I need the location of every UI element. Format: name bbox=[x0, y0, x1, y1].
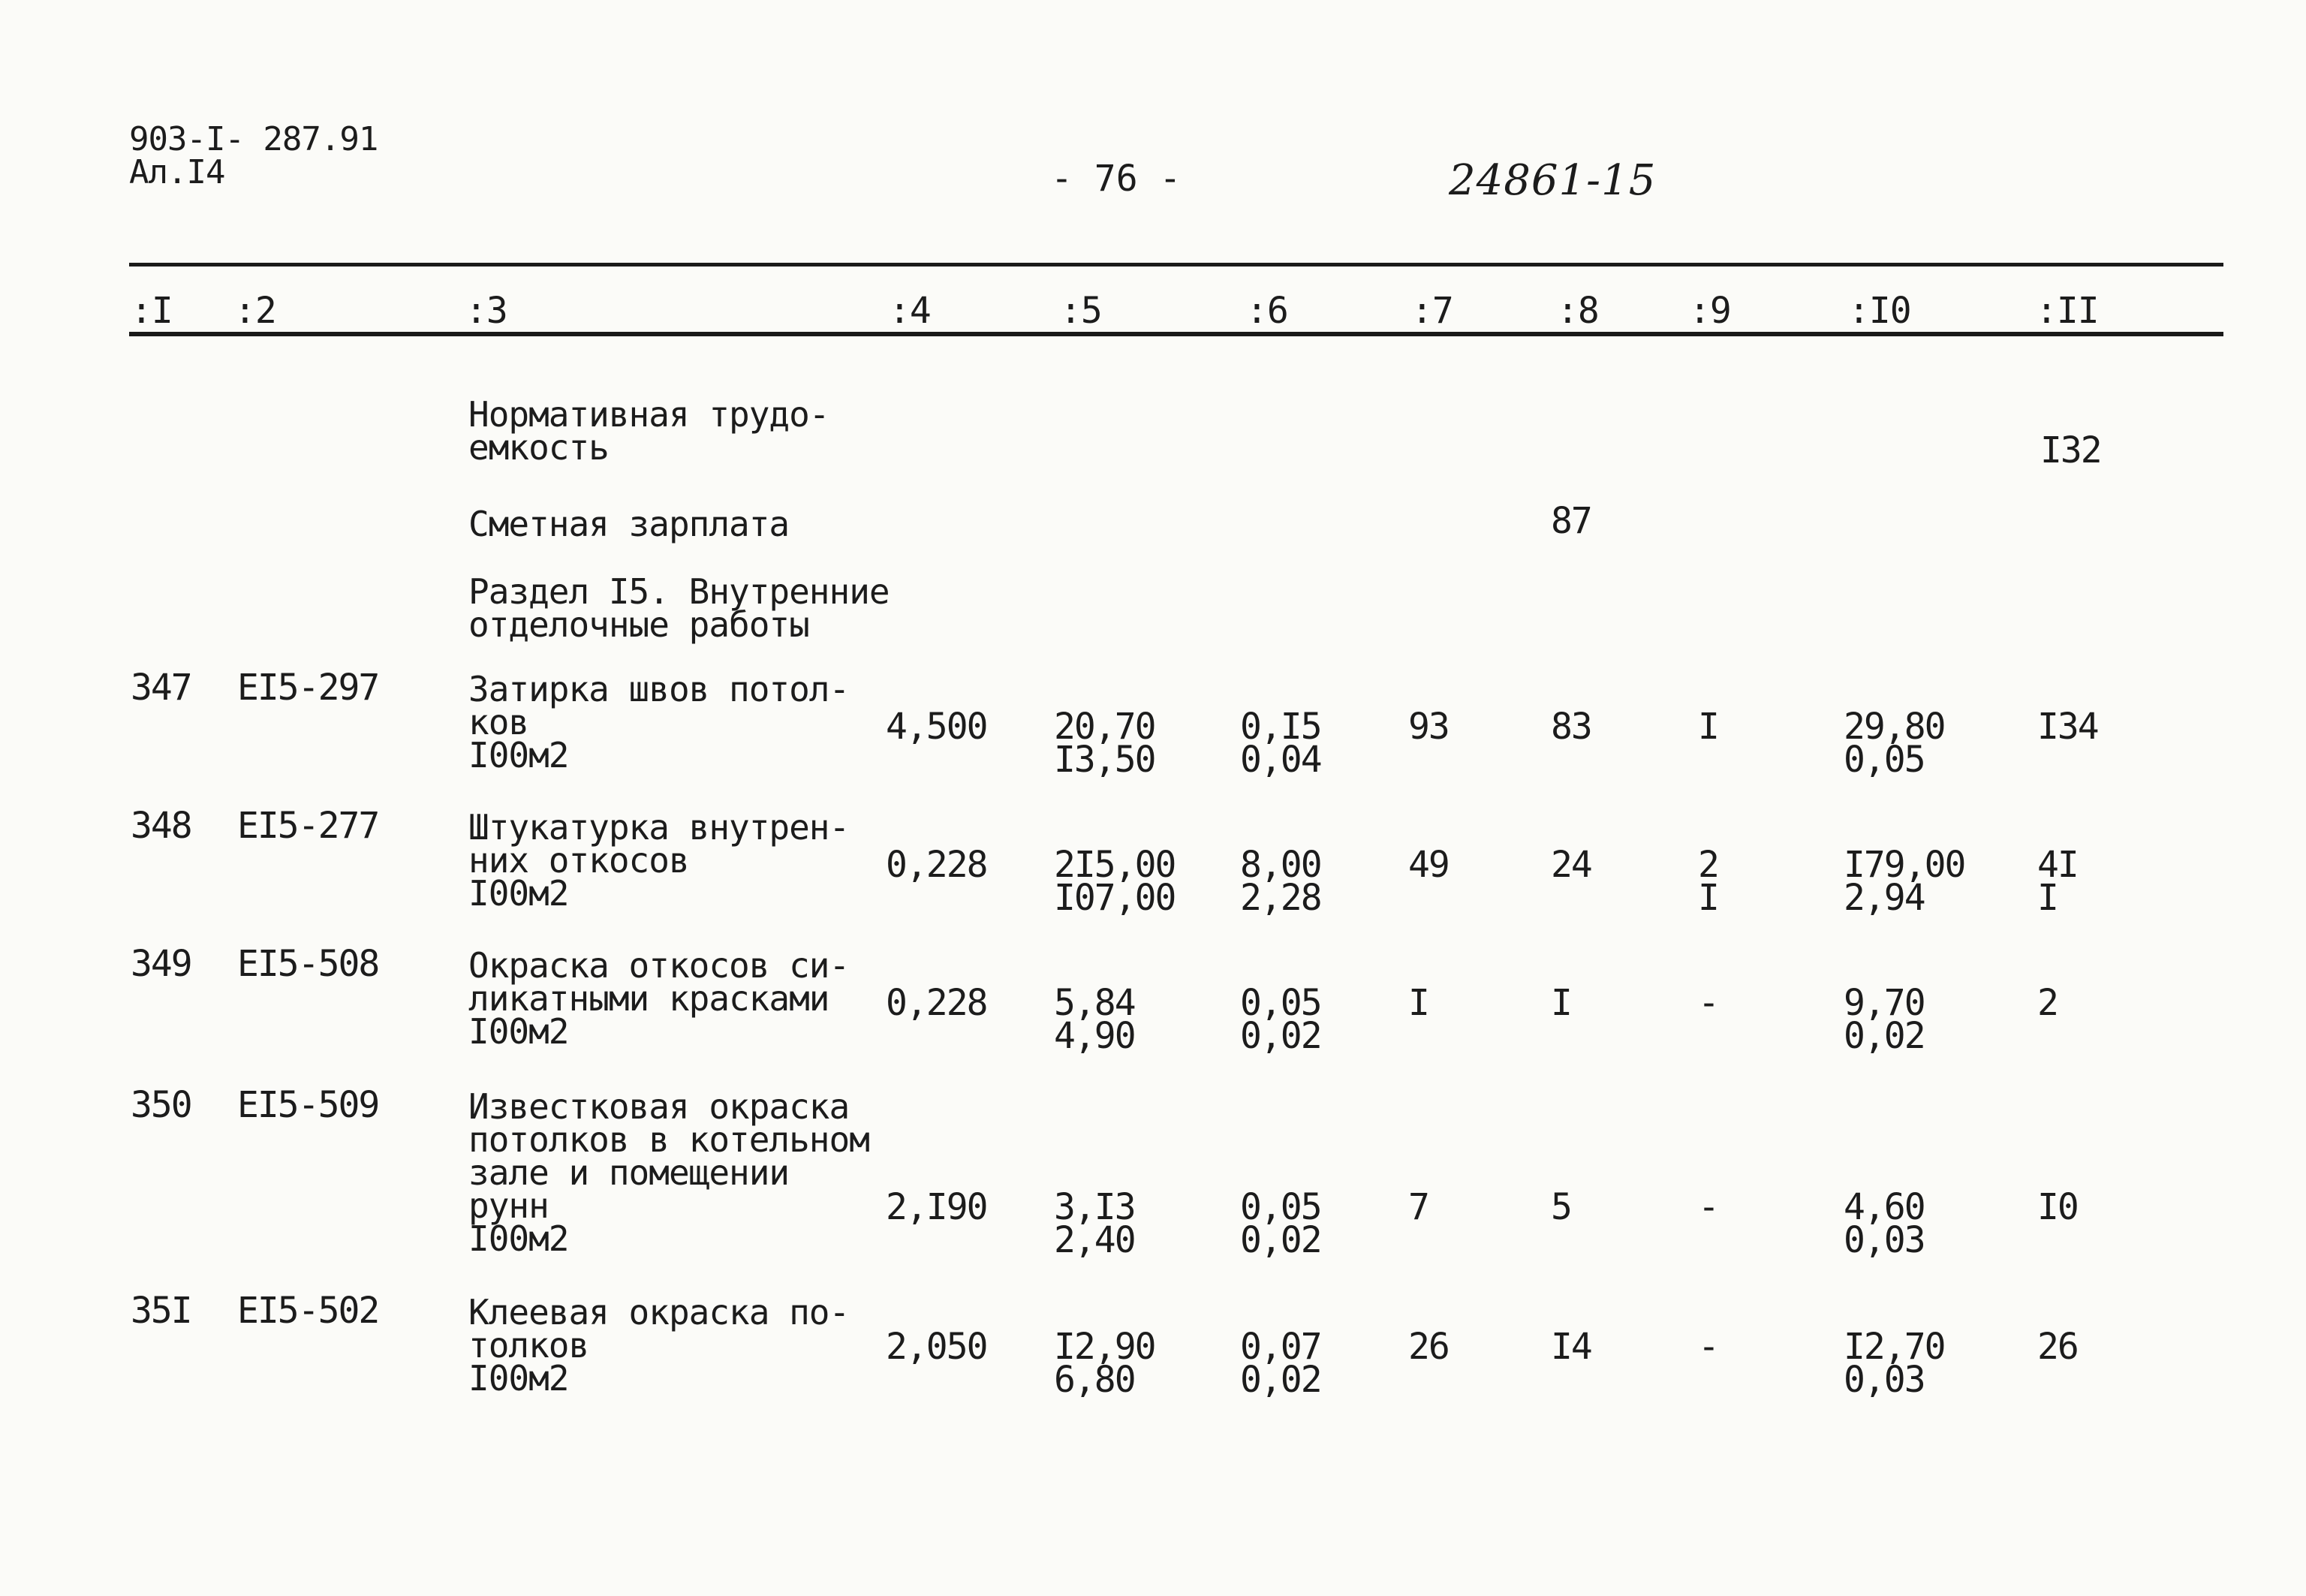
row-code: EI5-509 bbox=[237, 1084, 379, 1126]
section-title: Раздел I5. Внутренние отделочные работы bbox=[468, 571, 890, 645]
row-col11: 26 bbox=[2037, 1326, 2078, 1368]
row-col7: 49 bbox=[1408, 844, 1449, 886]
row-number: 348 bbox=[131, 805, 191, 847]
row-quantity: 2,I90 bbox=[886, 1186, 987, 1228]
row-description: Клеевая окраска по- толков I00м2 bbox=[468, 1292, 850, 1399]
row-col9: - bbox=[1698, 982, 1718, 1024]
row-col10: 9,70 0,02 bbox=[1844, 982, 1925, 1057]
document-code: 903-I- 287.91 bbox=[129, 120, 378, 158]
column-header-1: :I bbox=[131, 290, 173, 332]
album-number: Ал.I4 bbox=[129, 153, 225, 191]
column-header-3: :3 bbox=[465, 290, 507, 332]
row-col11: 4I I bbox=[2037, 844, 2078, 919]
table-header-rule bbox=[129, 332, 2223, 336]
row-col11: I0 bbox=[2037, 1186, 2078, 1228]
row-quantity: 4,500 bbox=[886, 706, 987, 748]
row-description: Окраска откосов си- ликатными красками I00м2 bbox=[468, 945, 850, 1052]
row-col7: 93 bbox=[1408, 706, 1449, 748]
row-col8: 5 bbox=[1551, 1186, 1571, 1228]
row-col9: 2 I bbox=[1698, 844, 1718, 919]
row-quantity: 0,228 bbox=[886, 844, 987, 886]
row-col6: 0,05 0,02 bbox=[1240, 982, 1321, 1057]
row-col8: I4 bbox=[1551, 1326, 1591, 1368]
row-col8: 24 bbox=[1551, 844, 1591, 886]
column-header-7: :7 bbox=[1411, 290, 1453, 332]
row-col9: - bbox=[1698, 1326, 1718, 1368]
row-description: Известковая окраска потолков в котельном зале и помещении рунн I00м2 bbox=[468, 1086, 869, 1259]
column-header-11: :II bbox=[2036, 290, 2099, 332]
row-col6: 0,05 0,02 bbox=[1240, 1186, 1321, 1261]
row-quantity: 0,228 bbox=[886, 982, 987, 1024]
row-col6: 0,07 0,02 bbox=[1240, 1326, 1321, 1401]
column-header-10: :I0 bbox=[1848, 290, 1911, 332]
row-col7: I bbox=[1408, 982, 1428, 1024]
row-col10: 29,80 0,05 bbox=[1844, 706, 1945, 781]
column-header-4: :4 bbox=[889, 290, 931, 332]
row-col8: I bbox=[1551, 982, 1571, 1024]
estimated-wage-label: Сметная зарплата bbox=[468, 504, 790, 544]
row-code: EI5-297 bbox=[237, 667, 379, 709]
estimated-wage-value: 87 bbox=[1551, 500, 1591, 542]
row-col11: 2 bbox=[2037, 982, 2058, 1024]
page-number: - 76 - bbox=[1051, 158, 1182, 200]
row-col5: 20,70 I3,50 bbox=[1054, 706, 1155, 781]
column-header-8: :8 bbox=[1557, 290, 1599, 332]
row-col10: I2,70 0,03 bbox=[1844, 1326, 1945, 1401]
row-col5: 5,84 4,90 bbox=[1054, 982, 1135, 1057]
row-col10: I79,00 2,94 bbox=[1844, 844, 1965, 919]
row-col9: I bbox=[1698, 706, 1718, 748]
labor-norm-value: I32 bbox=[2040, 429, 2101, 471]
row-col7: 26 bbox=[1408, 1326, 1449, 1368]
row-number: 35I bbox=[131, 1290, 191, 1332]
row-col9: - bbox=[1698, 1186, 1718, 1228]
column-header-6: :6 bbox=[1246, 290, 1288, 332]
row-code: EI5-277 bbox=[237, 805, 379, 847]
row-description: Штукатурка внутрен- них откосов I00м2 bbox=[468, 807, 850, 914]
row-col8: 83 bbox=[1551, 706, 1591, 748]
row-col7: 7 bbox=[1408, 1186, 1428, 1228]
row-col6: 0,I5 0,04 bbox=[1240, 706, 1321, 781]
column-header-9: :9 bbox=[1689, 290, 1731, 332]
row-number: 350 bbox=[131, 1084, 191, 1126]
row-col5: 3,I3 2,40 bbox=[1054, 1186, 1135, 1261]
row-description: Затирка швов потол- ков I00м2 bbox=[468, 669, 850, 775]
row-col11: I34 bbox=[2037, 706, 2098, 748]
row-col10: 4,60 0,03 bbox=[1844, 1186, 1925, 1261]
row-col5: I2,90 6,80 bbox=[1054, 1326, 1155, 1401]
column-header-5: :5 bbox=[1060, 290, 1102, 332]
table-top-rule bbox=[129, 263, 2223, 267]
row-col6: 8,00 2,28 bbox=[1240, 844, 1321, 919]
labor-norm-label: Нормативная трудо- емкость bbox=[468, 394, 829, 468]
row-code: EI5-502 bbox=[237, 1290, 379, 1332]
row-quantity: 2,050 bbox=[886, 1326, 987, 1368]
column-header-2: :2 bbox=[234, 290, 276, 332]
row-number: 349 bbox=[131, 943, 191, 985]
row-number: 347 bbox=[131, 667, 191, 709]
row-code: EI5-508 bbox=[237, 943, 379, 985]
row-col5: 2I5,00 I07,00 bbox=[1054, 844, 1176, 919]
handwritten-archive-number: 24861-15 bbox=[1449, 156, 1657, 205]
